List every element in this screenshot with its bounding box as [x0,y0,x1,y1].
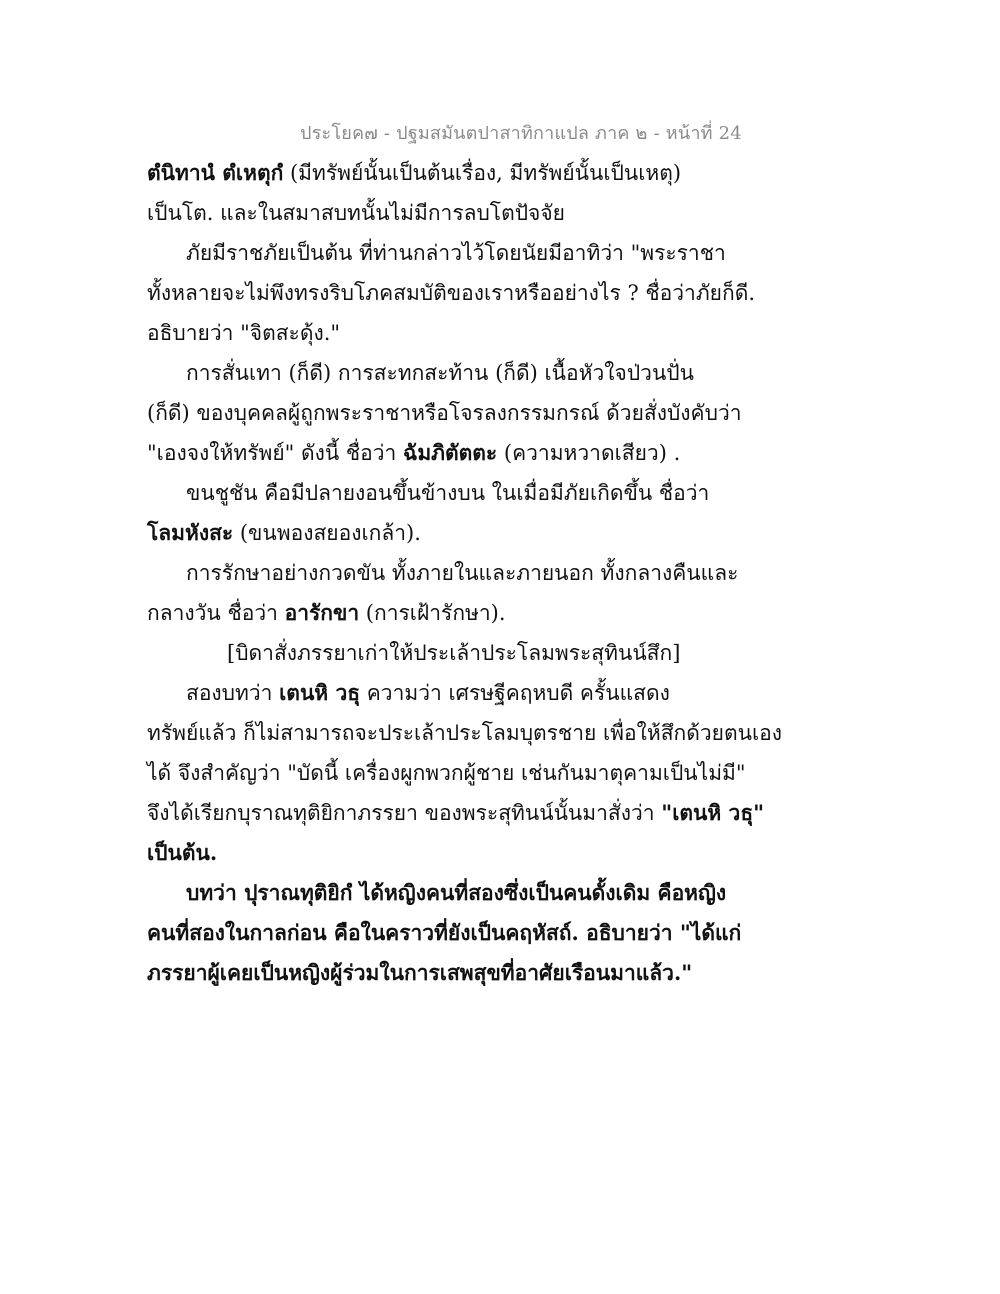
text-line-18 [186,878,726,908]
text-line-9: ขนชูชัน คือมีปลายงอนขึ้นข้างบน ในเมื่อมีภัยเกิดขึ้น ชื่อว่า [186,481,710,505]
pali-term: ฉัมภิตัตตะ [403,440,498,465]
line-text: (การเฝ้ารักษา). [359,601,506,625]
text-line-6: การสั่นเทา (ก็ดี) การสะทกสะท้าน (ก็ดี) เนื้อหัวใจป่วนปั่น [186,361,694,385]
line-text-bold: เป็นต้น. [147,840,218,865]
text-line-5: อธิบายว่า "จิตสะดุ้ง." [147,321,341,345]
running-header: ประโยค๗ - ปฐมสมันตปาสาทิกาแปล ภาค ๒ - หน้าที่ 24 [300,123,742,144]
text-line-13 [186,678,670,708]
line-text: สองบทว่า [186,681,280,705]
line-text: (ความหวาดเสียว) . [497,441,681,465]
pali-term: เตนหิ วธุ [279,680,361,705]
text-line-14: ทรัพย์แล้ว ก็ไม่สามารถจะประเล้าประโลมบุตรชาย เพื่อให้สึกด้วยตนเอง [147,721,782,745]
pali-term: อารักขา [284,600,360,625]
text-line-8 [147,438,680,468]
section-subheading: [บิดาสั่งภรรยาเก่าให้ประเล้าประโลมพระสุทินน์สึก] [227,641,681,665]
line-text: "เองจงให้ทรัพย์" ดังนี้ ชื่อว่า [147,441,404,465]
text-line-20 [147,958,692,988]
pali-term: โลมหังสะ [147,520,234,545]
line-text: (ขนพองสยองเกล้า). [233,521,421,545]
text-line-19 [147,918,741,948]
text-line-10 [147,518,421,548]
text-line-2: เป็นโต. และในสมาสบทนั้นไม่มีการลบโตปัจจัย [147,201,565,225]
line-text: กลางวัน ชื่อว่า [147,601,285,625]
text-line-4: ทั้งหลายจะไม่พึงทรงริบโภคสมบัติของเราหรืออย่างไร ? ชื่อว่าภัยก็ดี. [147,281,756,305]
line-text-bold: คนที่สองในกาลก่อน คือในคราวที่ยังเป็นคฤหัสถ์. อธิบายว่า "ได้แก่ [147,920,742,945]
line-text: ความว่า เศรษฐีคฤหบดี ครั้นแสดง [360,681,670,705]
line-text: (มีทรัพย์นั้นเป็นต้นเรื่อง, มีทรัพย์นั้นเป็นเหตุ) [283,161,682,185]
text-line-1 [147,158,681,188]
line-text-bold: ภรรยาผู้เคยเป็นหญิงผู้ร่วมในการเสพสุขที่อาศัยเรือนมาแล้ว." [147,960,693,985]
text-line-7: (ก็ดี) ของบุคคลผู้ถูกพระราชาหรือโจรลงกรรมกรณ์ ด้วยสั่งบังคับว่า [147,401,742,425]
line-text: จึงได้เรียกบุราณทุติยิกาภรรยา ของพระสุทินน์นั้นมาสั่งว่า [147,801,662,825]
text-line-15: ได้ จึงสำคัญว่า "บัดนี้ เครื่องผูกพวกผู้ชาย เช่นกันมาตุคามเป็นไม่มี" [147,761,746,785]
pali-term: ตํนิทานํ ตํเหตุกํ [147,160,284,185]
text-line-3: ภัยมีราชภัยเป็นต้น ที่ท่านกล่าวไว้โดยนัยมีอาทิว่า "พระราชา [186,241,726,265]
pali-term: "เตนหิ วธุ" [661,800,765,825]
text-line-11: การรักษาอย่างกวดขัน ทั้งภายในและภายนอก ทั้งกลางคืนและ [186,561,739,585]
text-line-12 [147,598,506,628]
text-line-17 [147,838,217,868]
text-line-16 [147,798,764,828]
line-text-bold: บทว่า ปุราณทุติยิกํ ได้หญิงคนที่สองซึ่งเป็นคนดั้งเดิม คือหญิง [186,880,727,905]
